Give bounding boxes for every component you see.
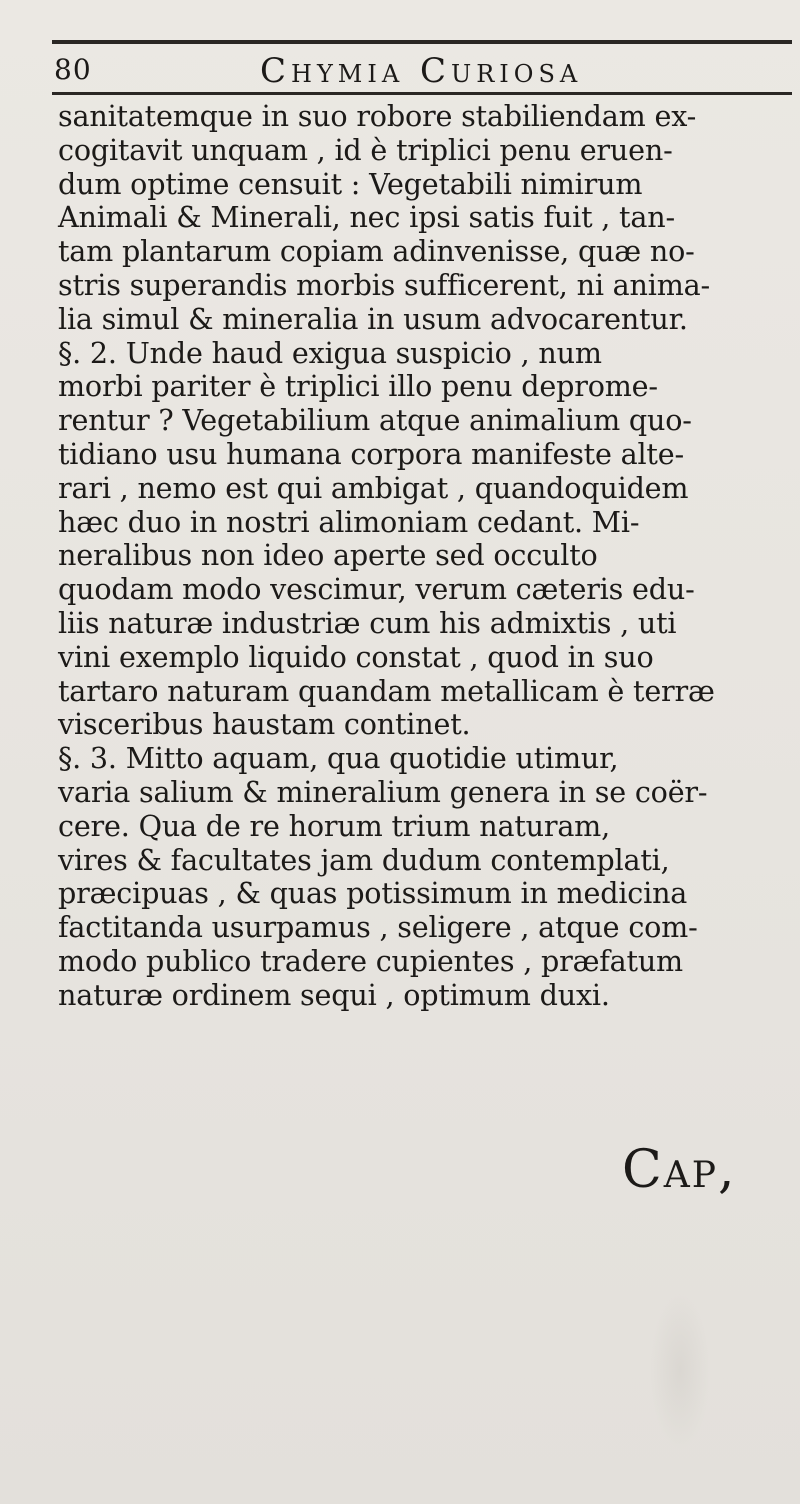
text-line: rari , nemo est qui ambigat , quandoquidem: [58, 470, 689, 505]
text-line: varia salium & mineralium genera in se coër-: [58, 774, 708, 809]
text-line: vini exemplo liquido constat , quod in suo: [58, 639, 654, 674]
catchword: Cap,: [622, 1140, 737, 1200]
text-line: rentur ? Vegetabilium atque animalium quo-: [58, 403, 692, 438]
page-number: 80: [54, 53, 92, 86]
text-line: tidiano usu humana corpora manifeste alte-: [58, 436, 684, 471]
text-line: lia simul & mineralia in usum advocarentur.: [58, 301, 688, 336]
running-title: Chymia Curiosa: [260, 51, 583, 91]
text-line: liis naturæ industriæ cum his admixtis , uti: [58, 605, 677, 640]
text-line: tam plantarum copiam adinvenisse, quæ no-: [58, 234, 695, 269]
text-line: factitanda usurpamus , seligere , atque com-: [58, 910, 698, 945]
text-line: modo publico tradere cupientes , præfatum: [58, 943, 683, 978]
text-line: hæc duo in nostri alimoniam cedant. Mi-: [58, 504, 640, 539]
text-line: cogitavit unquam , id è triplici penu eruen-: [58, 132, 673, 167]
body-text: [58, 100, 798, 1013]
text-line: §. 3. Mitto aquam, qua quotidie utimur,: [58, 741, 619, 776]
text-line: dum optime censuit : Vegetabili nimirum: [58, 166, 643, 201]
text-line: §. 2. Unde haud exigua suspicio , num: [58, 335, 602, 370]
text-line: præcipuas , & quas potissimum in medicina: [58, 876, 688, 911]
text-line: morbi pariter è triplici illo penu deprome-: [58, 369, 658, 404]
text-line: cere. Qua de re horum trium naturam,: [58, 808, 611, 843]
text-line: visceribus haustam continet.: [58, 707, 471, 742]
text-line: quodam modo vescimur, verum cæteris edu-: [58, 572, 695, 607]
text-line: tartaro naturam quandam metallicam è terræ: [58, 673, 715, 708]
text-line: sanitatemque in suo robore stabiliendam ex-: [58, 99, 697, 133]
paper-stain: [650, 1290, 710, 1450]
text-line: Animali & Minerali, nec ipsi satis fuit , tan-: [58, 200, 675, 235]
header-top-rule: [52, 40, 792, 44]
running-head: [52, 53, 792, 93]
text-line: naturæ ordinem sequi , optimum duxi.: [58, 977, 610, 1012]
text-line: stris superandis morbis sufficerent, ni anima-: [58, 267, 710, 302]
text-line: neralibus non ideo aperte sed occulto: [58, 538, 598, 573]
text-line: vires & facultates jam dudum contemplati,: [58, 842, 670, 877]
header-bottom-rule: [52, 92, 792, 95]
